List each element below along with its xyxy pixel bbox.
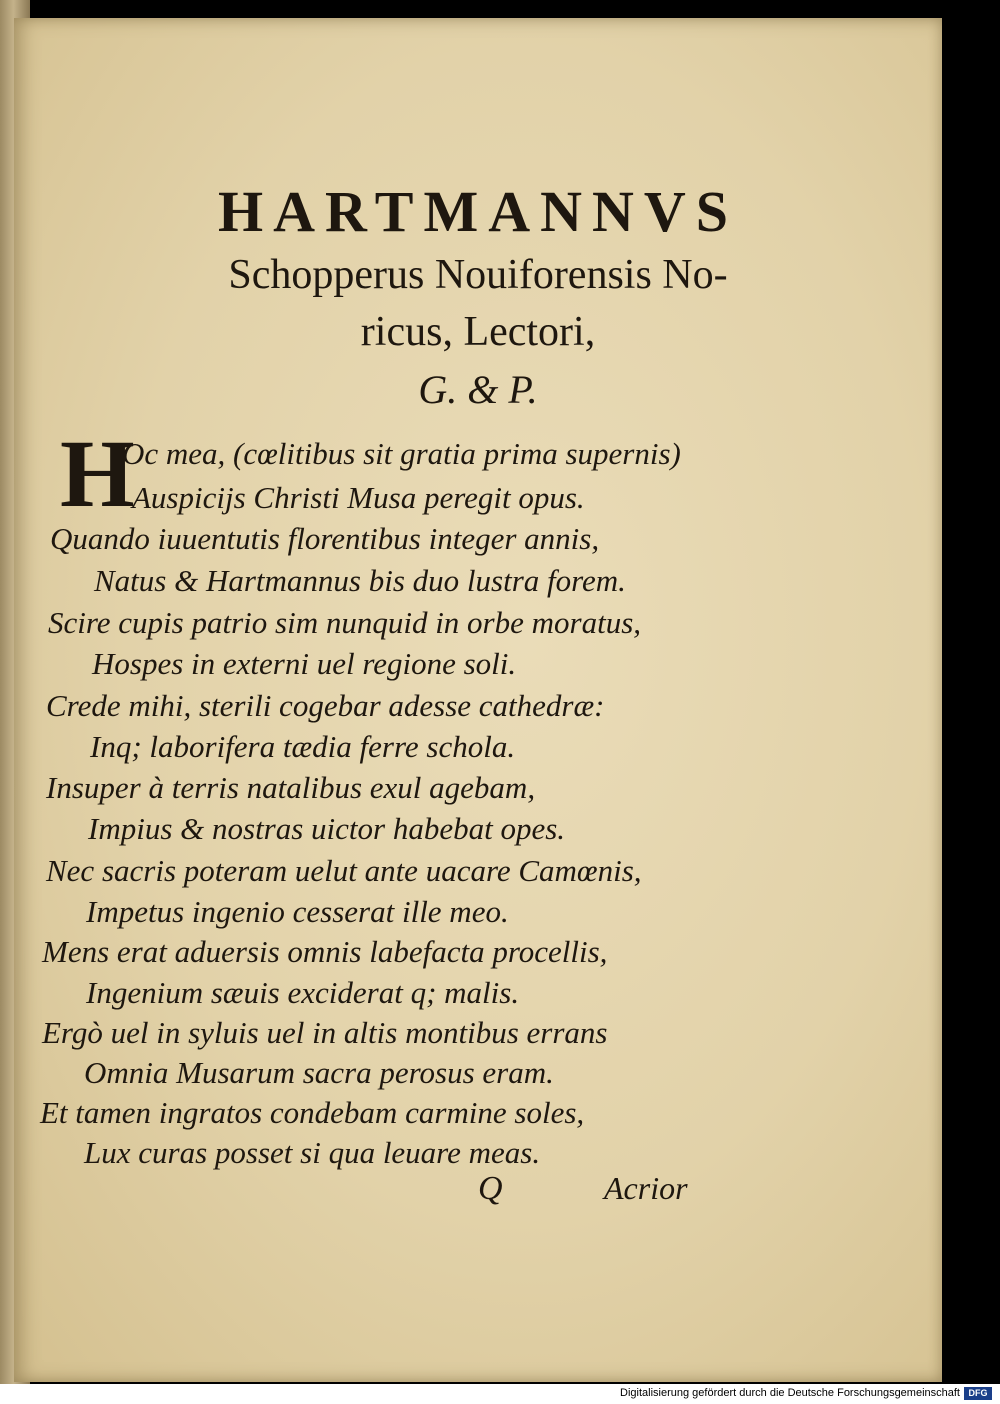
greeting: G. & P. [418,367,538,412]
verse-line: Impius & nostras uictor habebat opes. [88,811,566,846]
verse-line: Ergò uel in syluis uel in altis montibus errans [42,1015,608,1050]
verse-line: Impetus ingenio cesserat ille meo. [86,894,509,929]
title-heading: HARTMANNVS [217,179,739,244]
dfg-logo: DFG [964,1387,992,1400]
verse-line: Crede mihi, sterili cogebar adesse cathedræ: [46,688,605,723]
footer-credit: Digitalisierung gefördert durch die Deutsche Forschungsgemeinschaft [620,1387,960,1399]
verse-line: Insuper à terris natalibus exul agebam, [46,770,536,805]
book-page [14,18,942,1382]
verse-line: Natus & Hartmannus bis duo lustra forem. [94,563,626,598]
footer-bar [0,1384,1000,1404]
verse-line: Scire cupis patrio sim nunquid in orbe moratus, [48,605,642,640]
verse-line: Ingenium sæuis exciderat q; malis. [86,975,520,1010]
title-subline-1: Schopperus Nouiforensis No- [228,252,728,298]
signature-mark: Q [478,1170,503,1207]
verse-line: Mens erat aduersis omnis labefacta procellis, [42,934,608,969]
verse-line: Omnia Musarum sacra perosus eram. [84,1055,554,1090]
verse-line: Hospes in externi uel regione soli. [92,646,517,681]
verse-line: Quando iuuentutis florentibus integer annis, [50,521,600,556]
verse-line: Et tamen ingratos condebam carmine soles, [40,1095,585,1130]
verse-line: Auspicijs Christi Musa peregit opus. [132,480,585,515]
verse-line: Oc mea, (cœlitibus sit gratia prima supernis) [122,436,681,471]
title-subline-2: ricus, Lectori, [360,309,596,355]
verse-line: Lux curas posset si qua leuare meas. [84,1135,541,1170]
catchword: Acrior [604,1170,688,1206]
verse-line: Nec sacris poteram uelut ante uacare Camœnis, [46,853,642,888]
drop-initial: H [60,420,135,527]
verse-line: Inq; laborifera tædia ferre schola. [90,729,516,764]
